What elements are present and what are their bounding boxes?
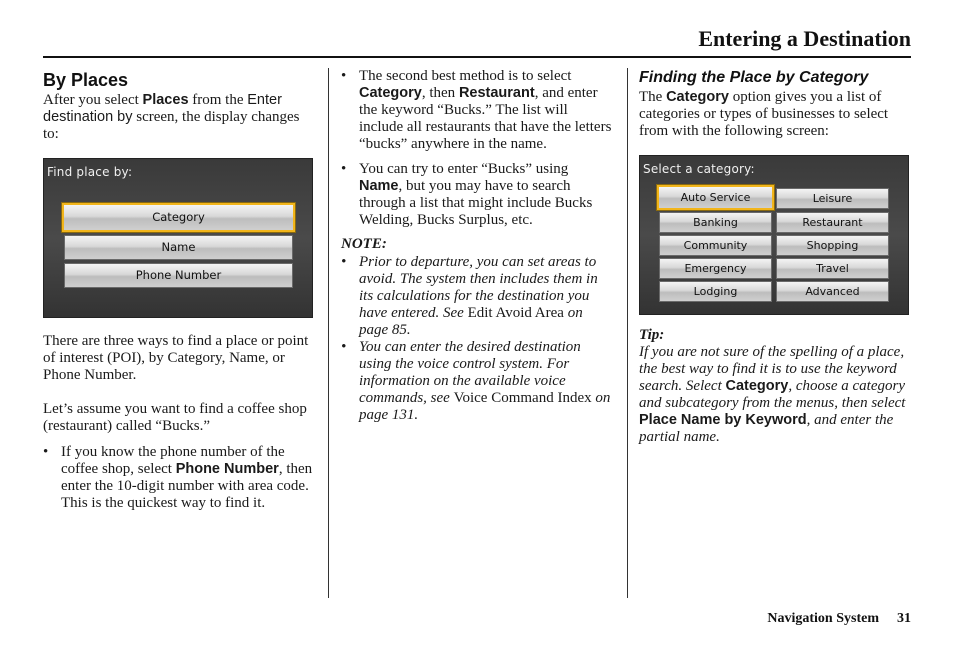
category-travel[interactable]: Travel	[776, 258, 889, 279]
note-heading: NOTE:	[341, 236, 387, 252]
keyword: Phone Number	[175, 461, 279, 477]
text: option gives you a list of categories or types of businesses to select from with the following screen:	[639, 89, 889, 139]
keyword: Place Name by Keyword	[639, 412, 807, 428]
text: screen, the display changes to:	[43, 109, 300, 142]
text: You can enter the desired destination using the voice control system. For information on the available voice commands, see	[359, 339, 581, 406]
keyword: Category	[359, 85, 422, 101]
category-emergency[interactable]: Emergency	[659, 258, 772, 279]
header-rule	[43, 56, 911, 58]
text: , choose a category and subcategory from the menus, then select	[639, 378, 906, 411]
keyword: Category	[666, 89, 729, 105]
screen-title: Find place by:	[47, 165, 133, 179]
text: , and enter the keyword “Bucks.” The list will include all restaurants that have the letters “bucks” anywhere in the name.	[359, 85, 612, 152]
select-category-screen	[639, 155, 909, 315]
page-number: 31	[897, 611, 911, 626]
text: , and enter the partial name.	[639, 412, 894, 445]
note-item	[341, 339, 615, 424]
name-button[interactable]: Name	[64, 235, 293, 260]
paragraph: There are three ways to find a place or point of interest (POI), by Category, Name, or Phone Number.	[43, 333, 309, 383]
text: on page 131.	[359, 390, 611, 423]
phone-number-button[interactable]: Phone Number	[64, 263, 293, 288]
list-item	[43, 444, 318, 512]
text: After you select	[43, 92, 143, 108]
column-1	[43, 68, 318, 512]
category-restaurant[interactable]: Restaurant	[776, 212, 889, 233]
category-community[interactable]: Community	[659, 235, 772, 256]
category-button[interactable]: Category	[62, 203, 295, 232]
footer-label: Navigation System	[767, 611, 879, 626]
note-item	[341, 254, 615, 339]
text: Prior to departure, you can set areas to avoid. The system then includes them in its calculations for the destination you have entered. See	[359, 254, 598, 321]
keyword: Restaurant	[458, 85, 535, 101]
list-item	[341, 161, 615, 229]
text: , then	[421, 85, 459, 101]
category-banking[interactable]: Banking	[659, 212, 772, 233]
reference: Voice Command Index	[453, 390, 592, 406]
text: The second best method is to select	[359, 68, 572, 84]
footer	[767, 611, 911, 627]
tip-heading: Tip:	[639, 327, 665, 343]
find-place-screen	[43, 158, 313, 318]
column-2	[341, 68, 615, 424]
category-shopping[interactable]: Shopping	[776, 235, 889, 256]
intro-paragraph	[43, 92, 318, 143]
category-lodging[interactable]: Lodging	[659, 281, 772, 302]
page-title: Entering a Destination	[698, 26, 911, 51]
intro-paragraph	[639, 89, 911, 140]
keyword: Enter destination by	[43, 92, 282, 125]
list-item	[341, 68, 615, 153]
category-leisure[interactable]: Leisure	[776, 188, 889, 209]
text: on page 85.	[359, 305, 583, 338]
column-divider	[328, 68, 329, 598]
column-divider	[627, 68, 628, 598]
section-heading: By Places	[43, 70, 129, 90]
screen-title: Select a category:	[643, 162, 755, 176]
column-3	[639, 68, 911, 446]
text: from the	[188, 92, 248, 108]
keyword: Category	[725, 378, 789, 394]
tip-paragraph	[639, 344, 911, 446]
paragraph: Let’s assume you want to find a coffee shop (restaurant) called “Bucks.”	[43, 401, 307, 434]
category-auto-service[interactable]: Auto Service	[657, 185, 774, 210]
section-heading: Finding the Place by Category	[639, 69, 869, 86]
text: If you are not sure of the spelling of a place, the best way to find it is to use the keyword search. Select	[639, 344, 905, 394]
category-advanced[interactable]: Advanced	[776, 281, 889, 302]
reference: Edit Avoid Area	[467, 305, 564, 321]
text: If you know the phone number of the coffee shop, select	[61, 444, 285, 477]
text: The	[639, 89, 667, 105]
text: , but you may have to search through a list that might include Bucks Welding, Bucks Surplus, etc.	[359, 178, 593, 228]
keyword: Name	[359, 178, 399, 194]
text: , then enter the 10-digit number with area code. This is the quickest way to find it.	[61, 461, 313, 511]
text: You can try to enter “Bucks” using	[359, 161, 569, 177]
keyword: Places	[142, 92, 189, 108]
